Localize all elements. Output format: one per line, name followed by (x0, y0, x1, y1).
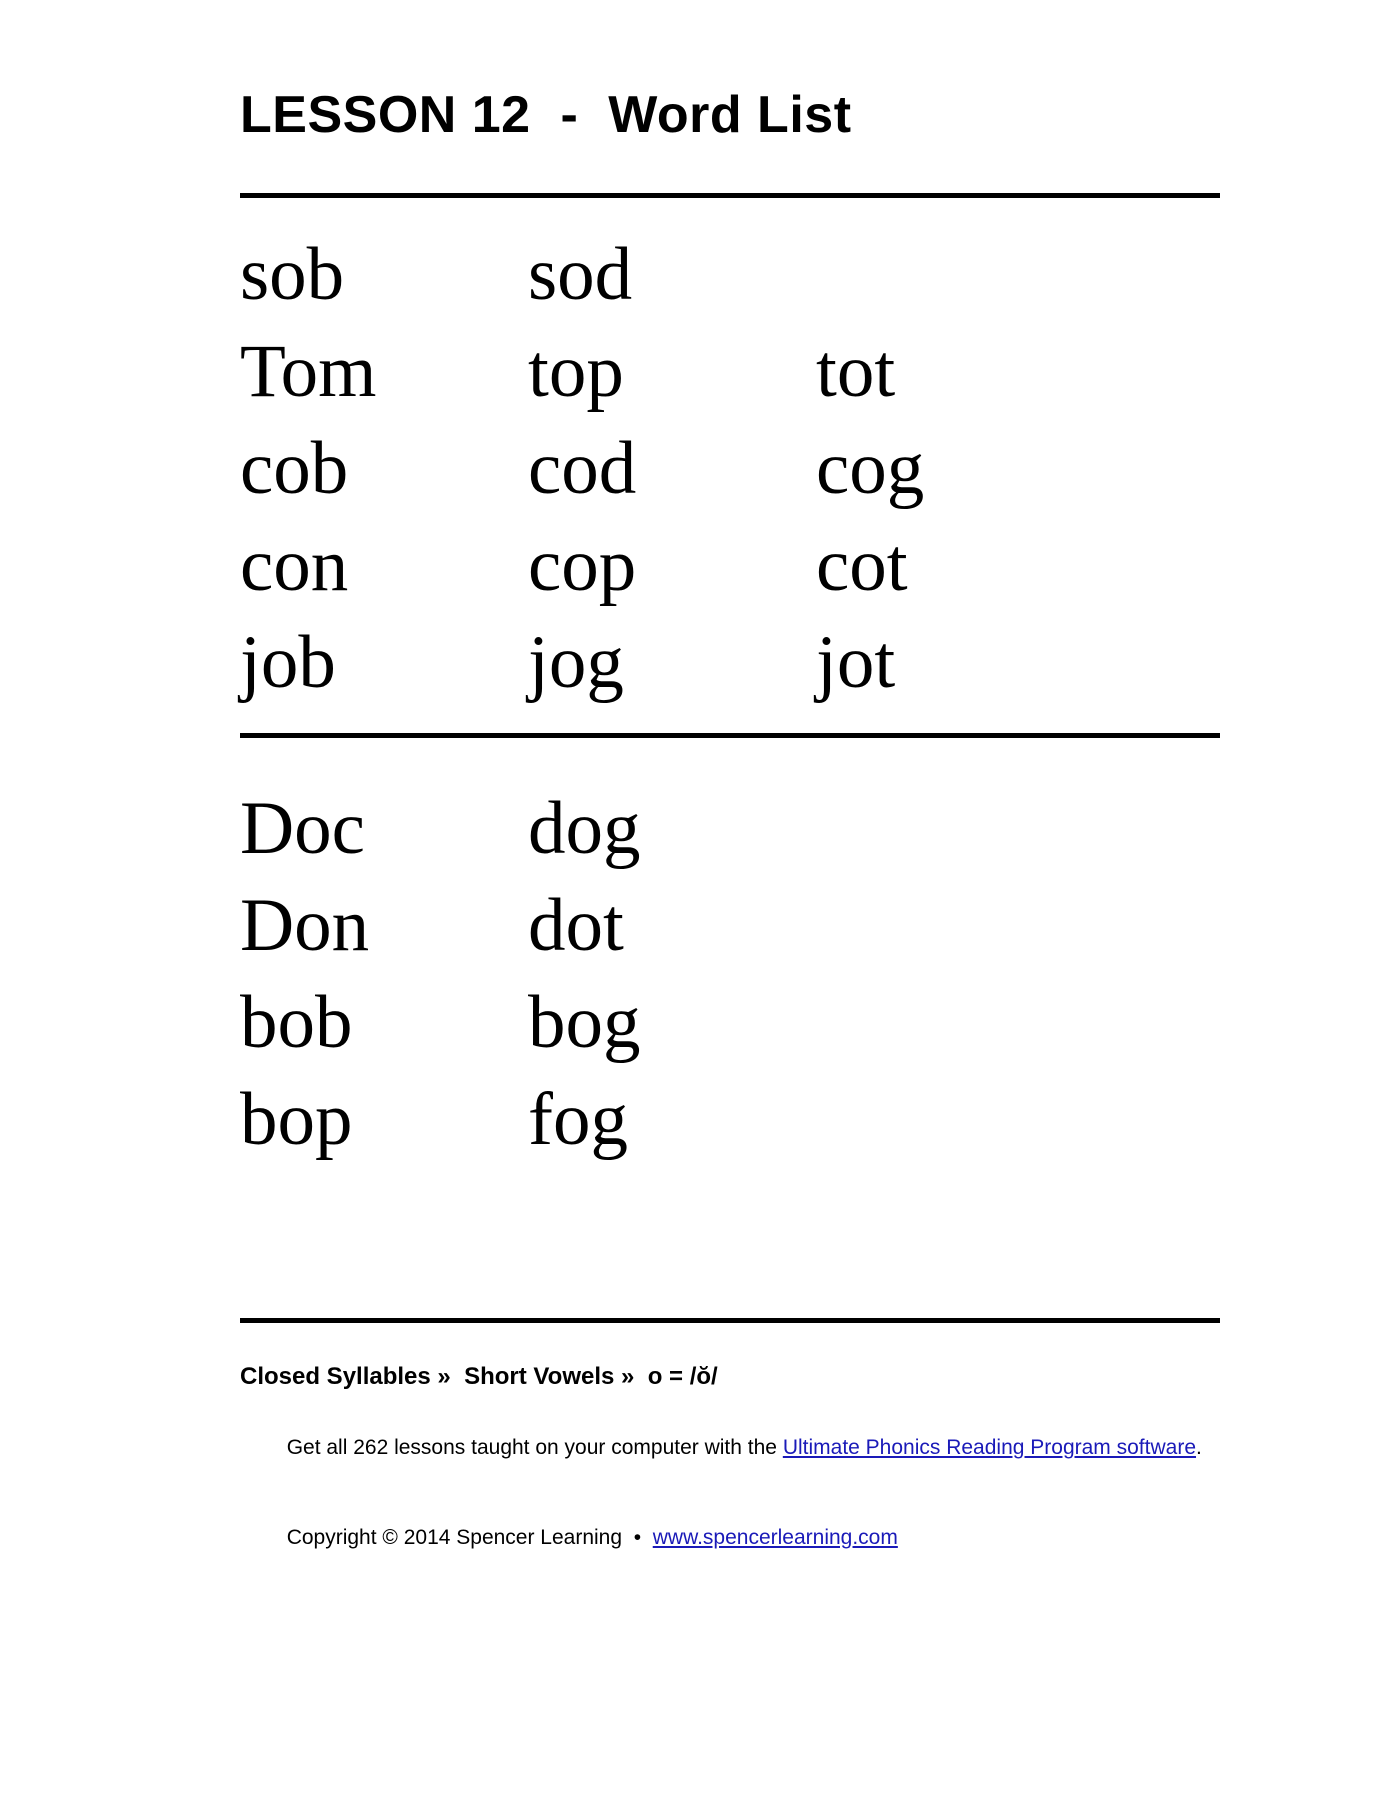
word-cell: cod (528, 427, 637, 510)
footer-promo-text: Get all 262 lessons taught on your computer with the (286, 1436, 783, 1459)
word-cell: jot (816, 621, 896, 704)
word-row (240, 974, 1220, 1071)
footer-copyright-line (240, 1493, 1220, 1583)
word-row (240, 420, 1220, 517)
ultimate-phonics-link[interactable]: Ultimate Phonics Reading Program software (782, 1436, 1196, 1459)
page-title: LESSON 12 - Word List (240, 86, 852, 144)
footer-promo-period: . (1196, 1436, 1202, 1459)
word-cell: Tom (240, 330, 377, 413)
word-cell: jog (528, 621, 624, 704)
divider-bottom (240, 1318, 1220, 1323)
footer-promo-line (240, 1403, 1220, 1493)
word-row (240, 877, 1220, 974)
divider-top (240, 193, 1220, 198)
footer (240, 1363, 1220, 1583)
word-cell: dog (528, 787, 641, 870)
word-cell: bob (240, 981, 353, 1064)
word-group-1 (240, 226, 1220, 711)
word-row (240, 323, 1220, 420)
page-content (240, 0, 1220, 1583)
copyright-text: Copyright © 2014 Spencer Learning • (286, 1526, 653, 1549)
word-cell: Doc (240, 787, 365, 870)
word-cell: con (240, 524, 349, 607)
word-row (240, 226, 1220, 323)
word-cell: dot (528, 884, 624, 967)
word-row (240, 517, 1220, 614)
word-cell: cop (528, 524, 637, 607)
word-group-2 (240, 780, 1220, 1168)
word-cell: Don (240, 884, 370, 967)
word-cell: cog (816, 427, 925, 510)
word-cell: job (240, 621, 336, 704)
word-cell: sod (528, 233, 633, 316)
word-row (240, 1071, 1220, 1168)
footer-heading: Closed Syllables » Short Vowels » o = /ŏ/ (240, 1363, 718, 1390)
word-cell: top (528, 330, 624, 413)
word-cell: bog (528, 981, 641, 1064)
website-link[interactable]: www.spencerlearning.com (652, 1526, 898, 1549)
word-cell: cob (240, 427, 349, 510)
word-cell: fog (528, 1078, 628, 1161)
word-row (240, 614, 1220, 711)
divider-middle (240, 733, 1220, 738)
word-cell: sob (240, 233, 345, 316)
word-cell: bop (240, 1078, 353, 1161)
word-row (240, 780, 1220, 877)
word-cell: tot (816, 330, 896, 413)
word-cell: cot (816, 524, 908, 607)
